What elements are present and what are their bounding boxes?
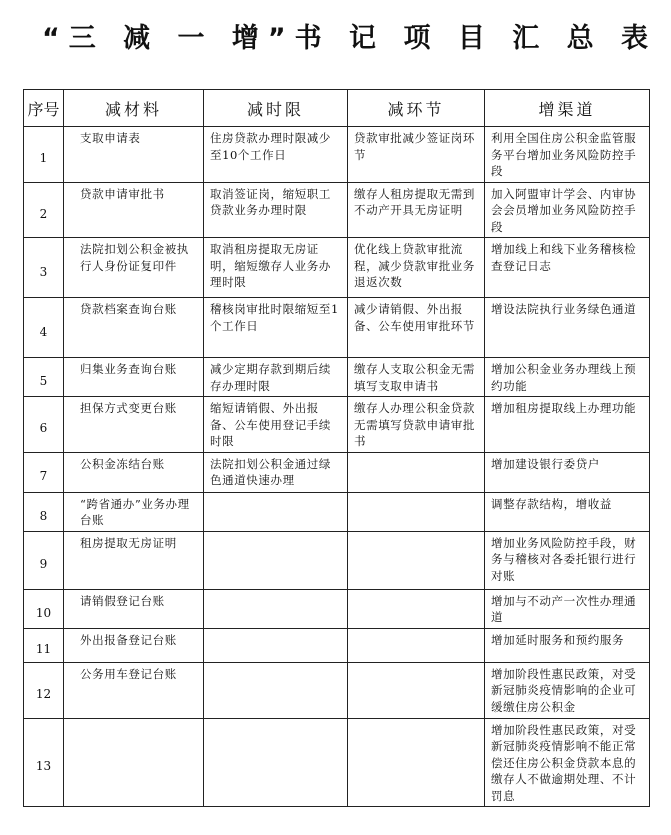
document-title: “三 减 一 增”书 记 项 目 汇 总 表 [41,23,658,54]
row-index-cell: 13 [24,718,64,807]
add-channel-cell: 调整存款结构，增收益 [485,492,650,531]
reduce-material-cell: 租房提取无房证明 [64,531,204,589]
table-row [24,397,650,453]
add-channel-cell: 增加租房提取线上办理功能 [485,397,650,453]
reduce-step-cell [348,718,485,807]
row-index-cell: 3 [24,238,64,298]
reduce-step-cell: 优化线上贷款审批流程，减少贷款审批业务退返次数 [348,238,485,298]
reduce-step-cell: 缴存人支取公积金无需填写支取申请书 [348,358,485,397]
table-row [24,238,650,298]
row-index-cell: 1 [24,127,64,183]
reduce-time-cell [204,531,348,589]
add-channel-cell: 利用全国住房公积金监管服务平台增加业务风险防控手段 [485,127,650,183]
row-index-cell: 6 [24,397,64,453]
add-channel-cell: 增加延时服务和预约服务 [485,628,650,662]
add-channel-cell: 增加与不动产一次性办理通道 [485,589,650,628]
table-row [24,589,650,628]
reduce-time-cell [204,662,348,718]
reduce-time-cell: 稽核岗审批时限缩短至1个工作日 [204,298,348,358]
table-row [24,628,650,662]
row-index-cell: 2 [24,182,64,238]
reduce-time-cell [204,492,348,531]
add-channel-cell: 增加业务风险防控手段，财务与稽核对各委托银行进行对账 [485,531,650,589]
table-row [24,492,650,531]
table-row [24,127,650,183]
table-row [24,718,650,807]
reduce-step-cell: 缴存人办理公积金贷款无需填写贷款申请审批书 [348,397,485,453]
reduce-step-cell: 缴存人租房提取无需到不动产开具无房证明 [348,182,485,238]
table-row [24,298,650,358]
reduce-material-cell: 贷款档案查询台账 [64,298,204,358]
header-row [24,90,650,127]
reduce-material-cell: “跨省通办”业务办理台账 [64,492,204,531]
add-channel-cell: 加入阿盟审计学会、内审协会会员增加业务风险防控手段 [485,182,650,238]
reduce-material-cell: 外出报备登记台账 [64,628,204,662]
table-row [24,358,650,397]
row-index-cell: 12 [24,662,64,718]
row-index-cell: 5 [24,358,64,397]
reduce-material-cell: 法院扣划公积金被执行人身份证复印件 [64,238,204,298]
reduce-material-cell [64,718,204,807]
add-channel-cell: 增设法院执行业务绿色通道 [485,298,650,358]
table-row [24,182,650,238]
reduce-time-cell: 减少定期存款到期后续存办理时限 [204,358,348,397]
table-row [24,452,650,492]
header-reduce-materials: 减材料 [64,90,204,127]
reduce-step-cell [348,452,485,492]
summary-table [23,89,650,807]
reduce-time-cell [204,718,348,807]
reduce-material-cell: 支取申请表 [64,127,204,183]
header-index: 序号 [24,90,64,127]
row-index-cell: 9 [24,531,64,589]
reduce-material-cell: 公积金冻结台账 [64,452,204,492]
reduce-material-cell: 请销假登记台账 [64,589,204,628]
table-row [24,531,650,589]
reduce-time-cell [204,589,348,628]
reduce-material-cell: 归集业务查询台账 [64,358,204,397]
row-index-cell: 7 [24,452,64,492]
reduce-step-cell [348,628,485,662]
header-reduce-time: 减时限 [204,90,348,127]
table-row [24,662,650,718]
row-index-cell: 4 [24,298,64,358]
reduce-material-cell: 担保方式变更台账 [64,397,204,453]
reduce-time-cell: 住房贷款办理时限减少至10个工作日 [204,127,348,183]
row-index-cell: 10 [24,589,64,628]
reduce-time-cell [204,628,348,662]
row-index-cell: 11 [24,628,64,662]
reduce-material-cell: 公务用车登记台账 [64,662,204,718]
reduce-time-cell: 缩短请销假、外出报备、公车使用登记手续时限 [204,397,348,453]
row-index-cell: 8 [24,492,64,531]
reduce-time-cell: 取消签证岗，缩短职工贷款业务办理时限 [204,182,348,238]
header-reduce-steps: 减环节 [348,90,485,127]
reduce-material-cell: 贷款申请审批书 [64,182,204,238]
add-channel-cell: 增加线上和线下业务稽核检查登记日志 [485,238,650,298]
add-channel-cell: 增加阶段性惠民政策，对受新冠肺炎疫情影响不能正常偿还住房公积金贷款本息的缴存人不做逾期处理、不计罚息 [485,718,650,807]
reduce-step-cell [348,662,485,718]
add-channel-cell: 增加公积金业务办理线上预约功能 [485,358,650,397]
add-channel-cell: 增加建设银行委贷户 [485,452,650,492]
reduce-step-cell: 减少请销假、外出报备、公车使用审批环节 [348,298,485,358]
reduce-step-cell: 贷款审批减少签证岗环节 [348,127,485,183]
reduce-time-cell: 法院扣划公积金通过绿色通道快速办理 [204,452,348,492]
add-channel-cell: 增加阶段性惠民政策，对受新冠肺炎疫情影响的企业可缓缴住房公积金 [485,662,650,718]
reduce-step-cell [348,589,485,628]
reduce-time-cell: 取消租房提取无房证明，缩短缴存人业务办理时限 [204,238,348,298]
reduce-step-cell [348,531,485,589]
header-add-channels: 增渠道 [485,90,650,127]
reduce-step-cell [348,492,485,531]
